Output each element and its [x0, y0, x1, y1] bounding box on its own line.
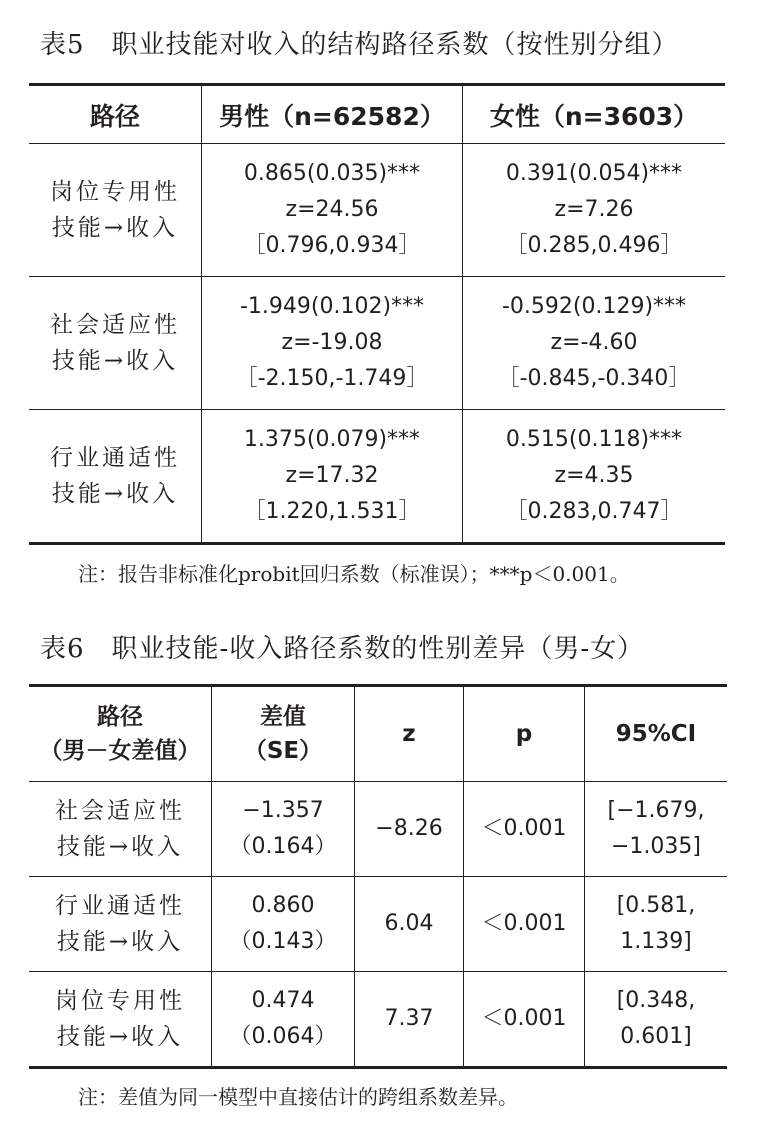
z-cell: −8.26 [355, 782, 464, 877]
p-cell: ＜0.001 [464, 877, 585, 972]
table6-caption: 表6 职业技能-收入路径系数的性别差异（男-女） [40, 634, 645, 664]
table6-header-diff: 差值 （SE） [212, 686, 355, 782]
table6-note: 注：差值为同一模型中直接估计的跨组系数差异。 [78, 1085, 518, 1109]
path-cell: 行业通适性 技能→收入 [29, 410, 202, 544]
diff-cell: −1.357 （0.164） [212, 782, 355, 877]
p-cell: ＜0.001 [464, 972, 585, 1068]
path-cell: 岗位专用性 技能→收入 [29, 972, 212, 1068]
ci-cell: [0.581, 1.139] [585, 877, 728, 972]
table6-header-p: p [464, 686, 585, 782]
table6-header-path: 路径 （男－女差值） [29, 686, 212, 782]
ci-cell: [−1.679, −1.035] [585, 782, 728, 877]
table5 [29, 83, 725, 545]
table5-header-path: 路径 [29, 85, 202, 144]
table6-header-ci: 95%CI [585, 686, 728, 782]
diff-cell: 0.860 （0.143） [212, 877, 355, 972]
table-row [29, 877, 727, 972]
table-row [29, 277, 725, 410]
table5-header-male: 男性（n=62582） [202, 85, 463, 144]
diff-cell: 0.474 （0.064） [212, 972, 355, 1068]
male-coef-cell: -1.949(0.102)*** z=-19.08 ［-2.150,-1.749］ [202, 277, 463, 410]
table5-header-female: 女性（n=3603） [463, 85, 726, 144]
table-row [29, 144, 725, 277]
table-row [29, 782, 727, 877]
table-row [29, 410, 725, 544]
female-coef-cell: 0.391(0.054)*** z=7.26 ［0.285,0.496］ [463, 144, 726, 277]
female-coef-cell: 0.515(0.118)*** z=4.35 ［0.283,0.747］ [463, 410, 726, 544]
path-cell: 社会适应性 技能→收入 [29, 277, 202, 410]
path-cell: 行业通适性 技能→收入 [29, 877, 212, 972]
table6-header-row [29, 686, 727, 782]
z-cell: 6.04 [355, 877, 464, 972]
male-coef-cell: 0.865(0.035)*** z=24.56 ［0.796,0.934］ [202, 144, 463, 277]
table6 [29, 684, 727, 1069]
table6-header-z: z [355, 686, 464, 782]
table5-note: 注：报告非标准化probit回归系数（标准误）；***p＜0.001。 [78, 562, 630, 586]
z-cell: 7.37 [355, 972, 464, 1068]
path-cell: 社会适应性 技能→收入 [29, 782, 212, 877]
table5-caption: 表5 职业技能对收入的结构路径系数（按性别分组） [40, 30, 679, 60]
male-coef-cell: 1.375(0.079)*** z=17.32 ［1.220,1.531］ [202, 410, 463, 544]
ci-cell: [0.348, 0.601] [585, 972, 728, 1068]
female-coef-cell: -0.592(0.129)*** z=-4.60 ［-0.845,-0.340］ [463, 277, 726, 410]
table-row [29, 972, 727, 1068]
table5-header-row [29, 85, 725, 144]
path-cell: 岗位专用性 技能→收入 [29, 144, 202, 277]
p-cell: ＜0.001 [464, 782, 585, 877]
